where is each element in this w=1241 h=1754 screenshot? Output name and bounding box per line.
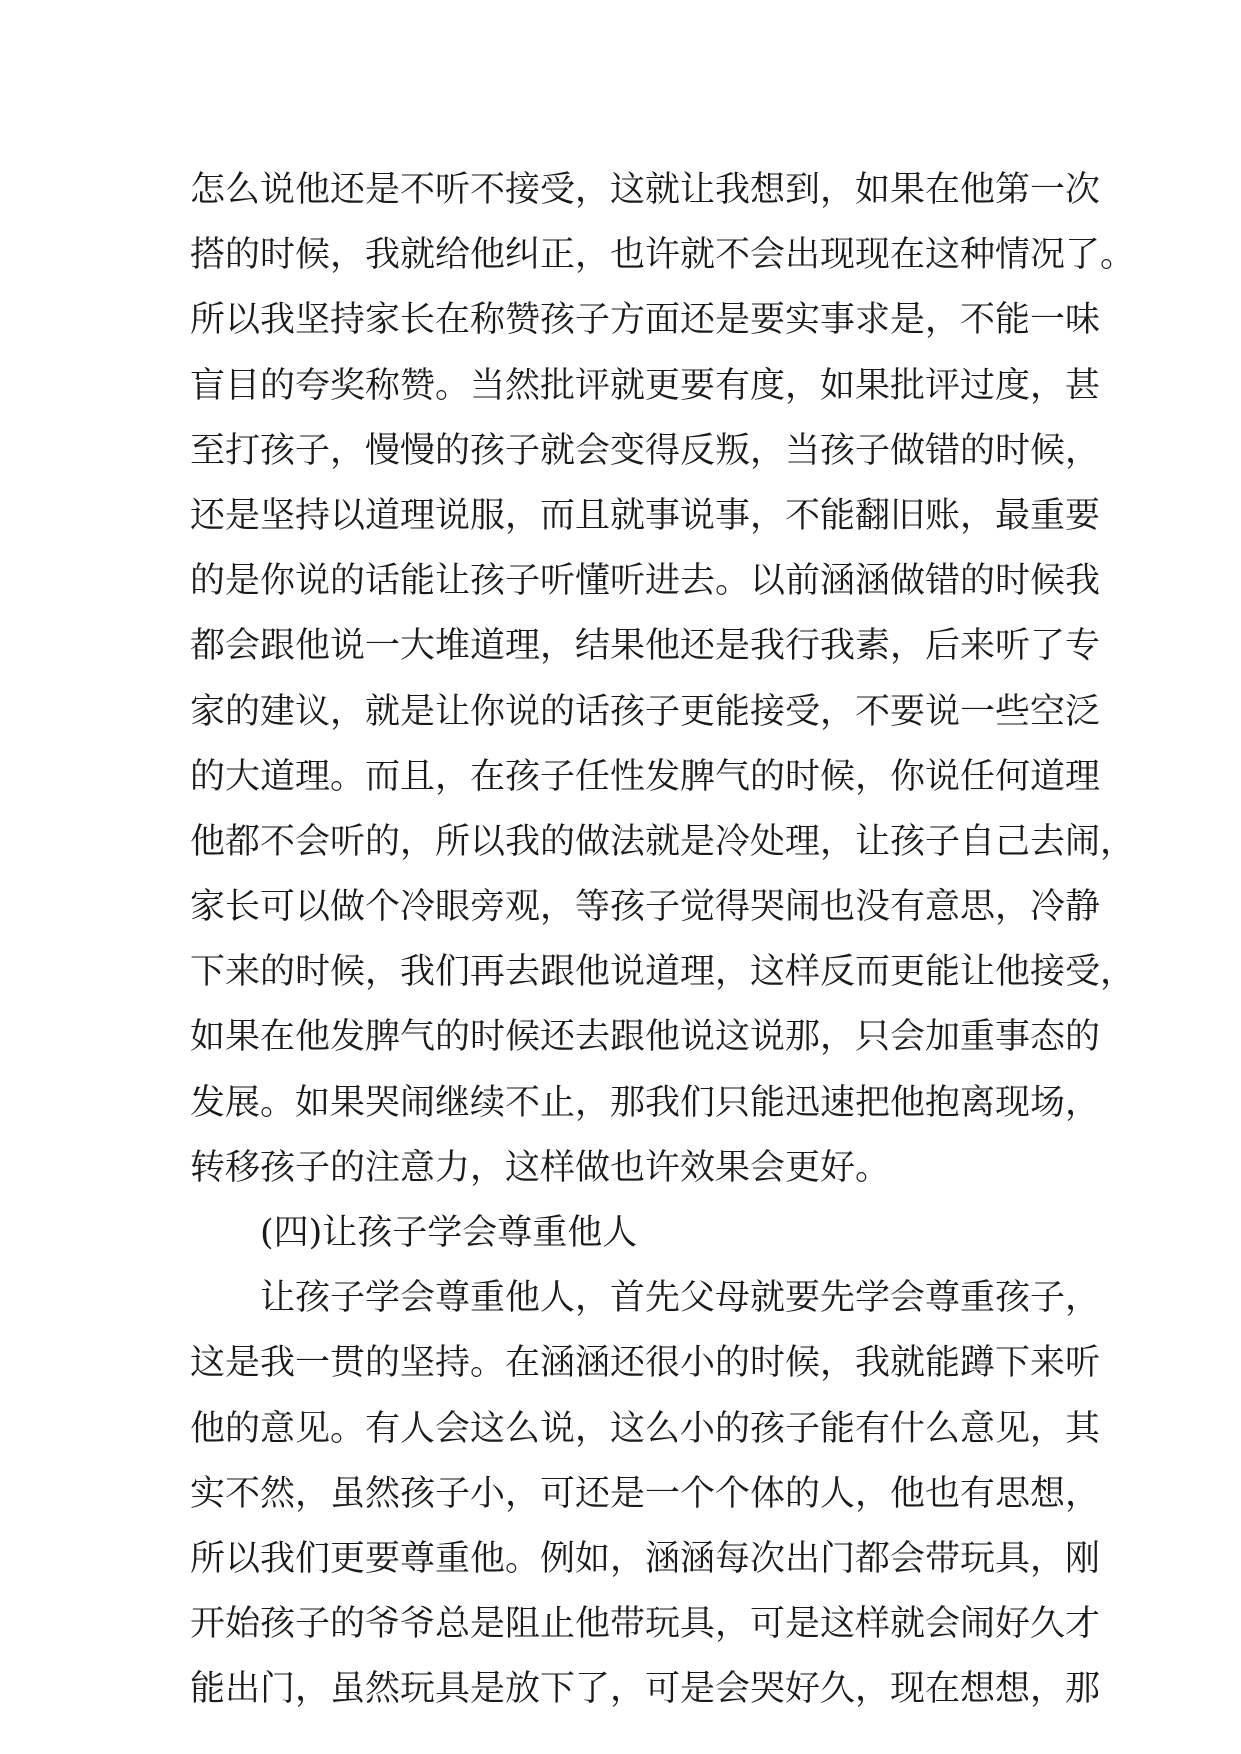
- text-line: 这是我一贯的坚持。在涵涵还很小的时候，我就能蹲下来听: [190, 1343, 1101, 1384]
- text-line: 能出门，虽然玩具是放下了，可是会哭好久，现在想想，那: [190, 1669, 1101, 1710]
- paragraph-continued: [190, 158, 1136, 1201]
- text-line: 盲目的夸奖称赞。当然批评就更要有度，如果批评过度，甚: [190, 365, 1101, 406]
- text-line: 实不然，虽然孩子小，可还是一个个体的人，他也有思想，: [190, 1473, 1101, 1514]
- text-line: 至打孩子，慢慢的孩子就会变得反叛，当孩子做错的时候，: [190, 430, 1101, 471]
- text-line: 让孩子学会尊重他人，首先父母就要先学会尊重孩子，: [260, 1278, 1101, 1319]
- text-line: 转移孩子的注意力，这样做也许效果会更好。: [190, 1147, 891, 1188]
- text-line: 如果在他发脾气的时候还去跟他说这说那，只会加重事态的: [190, 1017, 1101, 1058]
- text-line: 所以我坚持家长在称赞孩子方面还是要实事求是，不能一味: [190, 300, 1101, 341]
- text-line: 搭的时候，我就给他纠正，也许就不会出现现在这种情况了。: [190, 235, 1136, 276]
- text-line: 的是你说的话能让孩子听懂听进去。以前涵涵做错的时候我: [190, 561, 1101, 602]
- text-line: 都会跟他说一大堆道理，结果他还是我行我素，后来听了专: [190, 626, 1101, 667]
- text-line: 他都不会听的，所以我的做法就是冷处理，让孩子自己去闹，: [190, 821, 1136, 862]
- text-line: 家长可以做个冷眼旁观，等孩子觉得哭闹也没有意思，冷静: [190, 887, 1101, 928]
- paragraph-respect: [190, 1266, 1101, 1722]
- text-line: 怎么说他还是不听不接受，这就让我想到，如果在他第一次: [190, 170, 1101, 210]
- text-line: 的大道理。而且，在孩子任性发脾气的时候，你说任何道理: [190, 756, 1101, 797]
- text-line: 所以我们更要尊重他。例如，涵涵每次出门都会带玩具，刚: [190, 1538, 1101, 1579]
- section-heading: [190, 1201, 1070, 1266]
- text-line: 开始孩子的爷爷总是阻止他带玩具，可是这样就会闹好久才: [190, 1604, 1101, 1645]
- body-text: [190, 158, 1136, 1723]
- heading-text: (四)让孩子学会尊重他人: [260, 1213, 638, 1253]
- text-line: 还是坚持以道理说服，而且就事说事，不能翻旧账，最重要: [190, 495, 1101, 536]
- text-line: 下来的时候，我们再去跟他说道理，这样反而更能让他接受，: [190, 952, 1136, 993]
- text-line: 发展。如果哭闹继续不止，那我们只能迅速把他抱离现场，: [190, 1082, 1101, 1123]
- text-line: 家的建议，就是让你说的话孩子更能接受，不要说一些空泛: [190, 691, 1101, 732]
- text-line: 他的意见。有人会这么说，这么小的孩子能有什么意见，其: [190, 1408, 1101, 1449]
